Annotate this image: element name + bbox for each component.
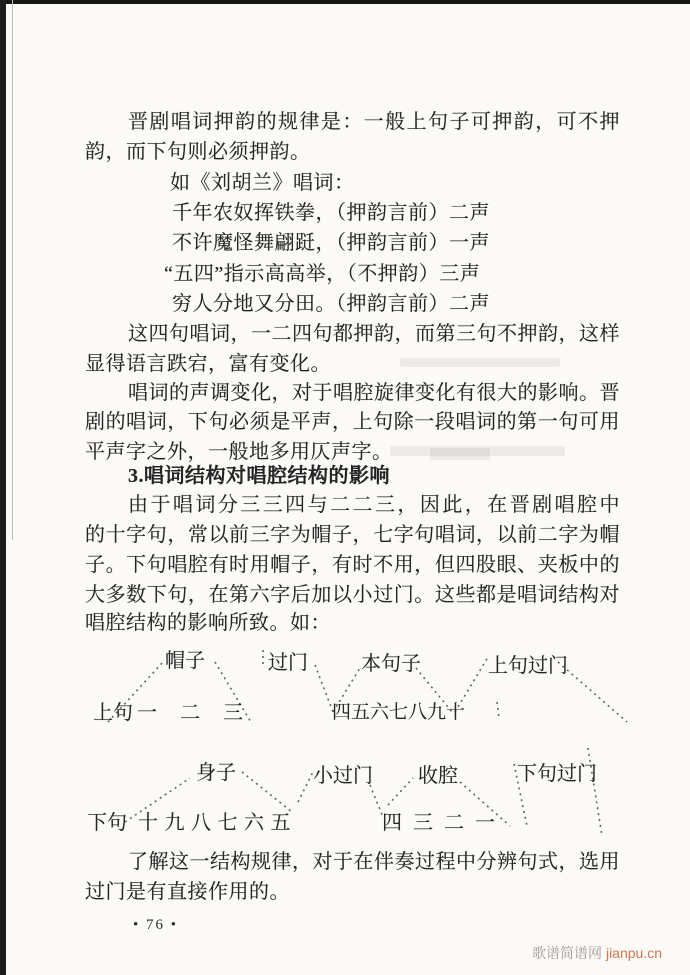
text-line: 过门是有直接作用的。 — [85, 881, 290, 903]
diagram-label-cap: 帽子 — [165, 650, 205, 672]
diagram-label-main-phrase: 本句子 — [361, 653, 421, 675]
verse-line: “五四”指示高高举，（不押韵）三声 — [164, 263, 481, 285]
scan-smudge — [430, 448, 490, 460]
watermark-url: jianpu.cn — [605, 945, 662, 961]
text-line: 韵，而下句则必须押韵。 — [85, 141, 311, 163]
diagram-label-small-interlude: 小过门 — [313, 765, 373, 787]
page-number: • 76 • — [133, 917, 179, 933]
diagram-lower-row-label: 下句 — [87, 812, 127, 834]
text-line: 子。下句唱腔有时用帽子，有时不用，但四股眼、夹板中的 — [85, 554, 620, 576]
text-line: 平声字之外，一般地多用仄声字。 — [85, 441, 393, 463]
watermark — [532, 943, 662, 963]
diagram-upper-row-label: 上句 — [93, 702, 133, 724]
text-line: 晋剧唱词押韵的规律是：一般上句子可押韵，可不押 — [128, 111, 620, 133]
text-line: 剧的唱词，下句必须是平声，上句除一段唱词的第一句可用 — [85, 411, 620, 433]
diagram-upper-chars-2: 四五六七八九十 — [332, 702, 466, 723]
verse-line: 不许魔怪舞翩跹，（押韵言前）一声 — [172, 232, 490, 254]
section-heading: 3.唱词结构对唱腔结构的影响 — [128, 465, 390, 487]
text-line: 如《刘胡兰》唱词： — [170, 172, 355, 194]
diagram-upper-chars-1: 一二三 — [137, 702, 266, 724]
text-line: 由于唱词分三三四与二二三，因此，在晋剧唱腔中 — [128, 494, 620, 516]
text-line: 显得语言跌宕，富有变化。 — [85, 353, 331, 375]
diagram-label-body: 身子 — [196, 762, 236, 784]
scan-crease-line — [12, 0, 13, 540]
diagram-label-lower-end-interlude: 下句过门 — [517, 763, 597, 785]
text-line: 这四句唱词，一二四句都押韵，而第三句不押韵，这样 — [128, 323, 620, 345]
text-line: 了解这一结构规律，对于在伴奏过程中分辨句式，选用 — [128, 851, 620, 873]
verse-line: 千年农奴挥铁拳，（押韵言前）二声 — [172, 202, 490, 224]
diagram-lower-chars-1: 十九八七六五 — [138, 812, 297, 834]
text-line: 的十字句，常以前三字为帽子，七字句唱词，以前二字为帽 — [85, 524, 620, 546]
text-line: 大多数下句，在第六字后加以小过门。这些都是唱词结构对 — [85, 584, 620, 606]
scan-smudge — [400, 358, 560, 367]
diagram-label-interlude: 过门 — [268, 652, 308, 674]
diagram-lower-chars-2: 四三二一 — [382, 812, 506, 834]
text-line: 唱腔结构的影响所致。如： — [85, 612, 331, 634]
scan-edge-top — [0, 0, 690, 4]
diagram-label-upper-end-interlude: 上句过门 — [488, 655, 568, 677]
watermark-site-name: 歌谱简谱网 — [532, 945, 606, 961]
verse-line: 穷人分地又分田。（押韵言前）二声 — [172, 293, 490, 315]
diagram-label-closing: 收腔 — [418, 765, 458, 787]
text-line: 唱词的声调变化，对于唱腔旋律变化有很大的影响。晋 — [128, 382, 620, 404]
